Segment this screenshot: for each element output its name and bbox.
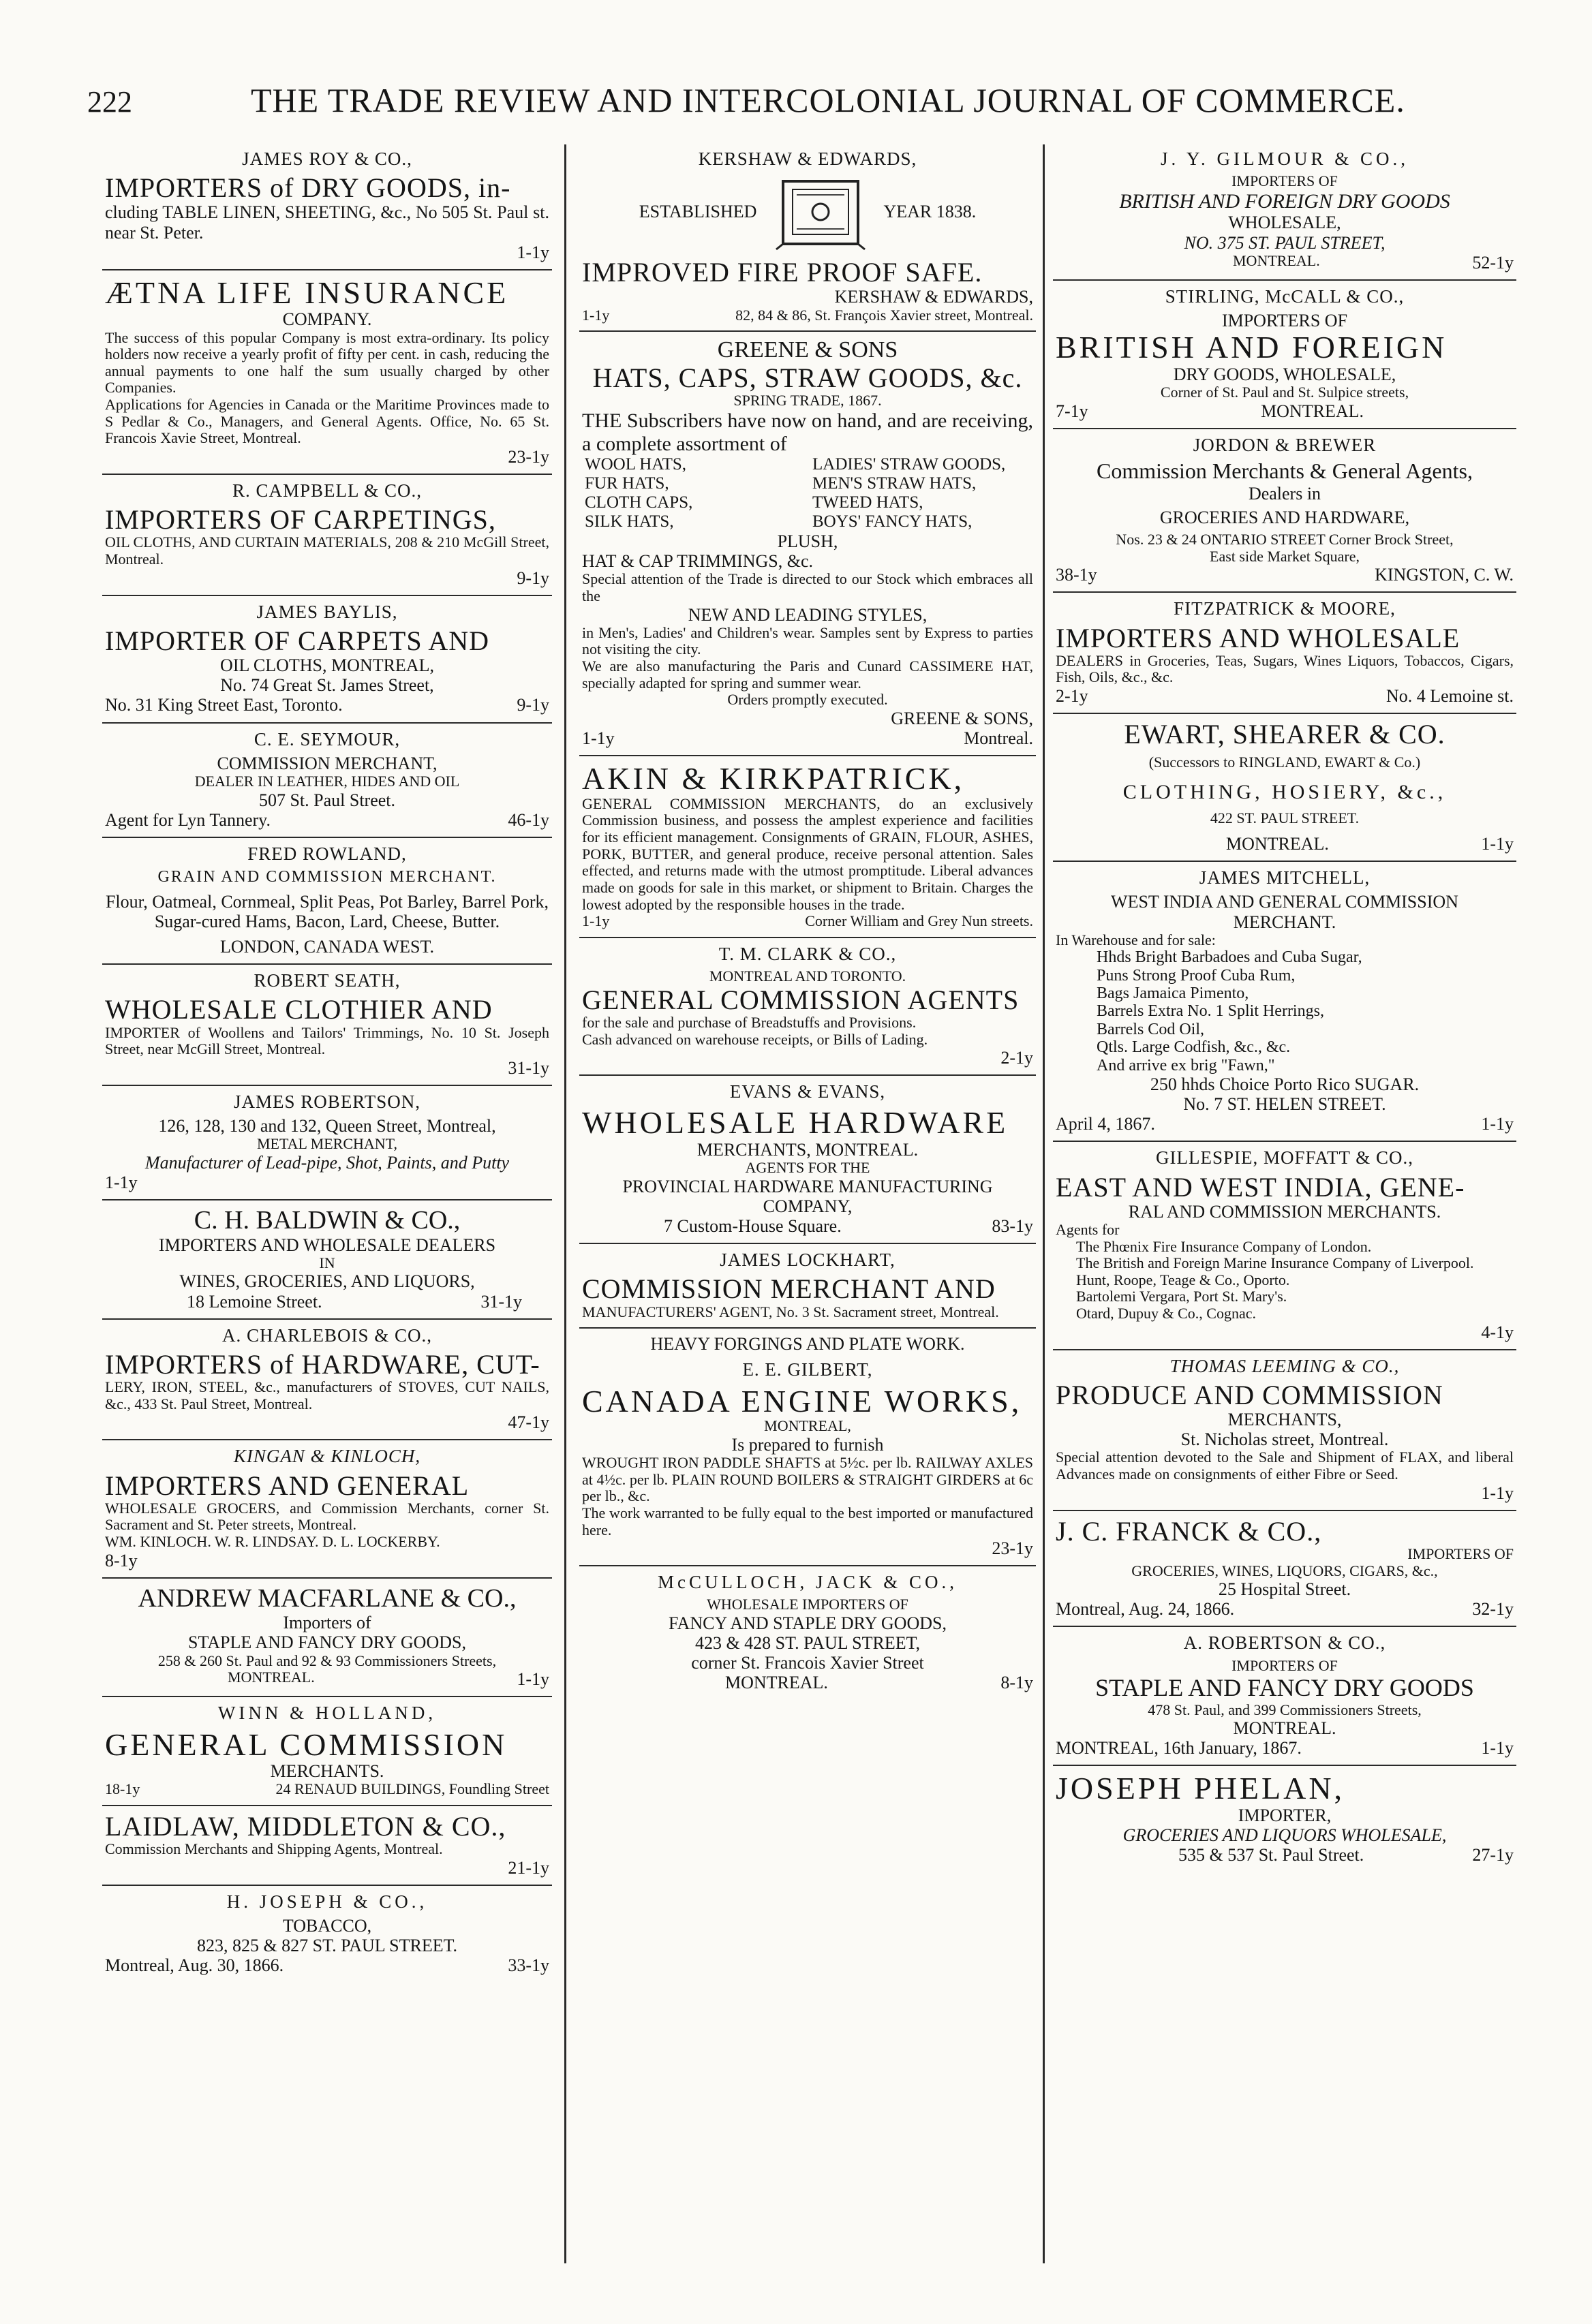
list-item: Barrels Extra No. 1 Split Herrings, bbox=[1097, 1002, 1324, 1021]
ad-line: MONTREAL. bbox=[1233, 251, 1320, 269]
ad-line: NO. 375 ST. PAUL STREET, bbox=[1184, 232, 1386, 253]
ad-line: DEALER IN LEATHER, HIDES AND OIL bbox=[194, 772, 460, 790]
ad-code: 18-1y bbox=[105, 1780, 140, 1798]
ad-james-roy bbox=[102, 143, 552, 270]
ad-line: 7 Custom-House Square. bbox=[664, 1216, 842, 1237]
ad-headline: AKIN & KIRKPATRICK, bbox=[582, 761, 965, 796]
ad-headline: EAST AND WEST INDIA, GENE- bbox=[1056, 1171, 1465, 1203]
ad-line: IMPORTERS OF bbox=[1407, 1545, 1514, 1562]
ad-body: OIL CLOTHS, AND CURTAIN MATERIALS, 208 & 210 McGill Street, Montreal. bbox=[105, 533, 549, 568]
ad-line: 422 ST. PAUL STREET. bbox=[1210, 809, 1360, 827]
warehouse-list bbox=[1056, 948, 1514, 1074]
advertiser-name: E. E. GILBERT, bbox=[742, 1359, 873, 1380]
page-number: 222 bbox=[87, 85, 132, 119]
ad-line: MONTREAL, 16th January, 1867. bbox=[1056, 1738, 1302, 1759]
column-middle bbox=[579, 143, 1036, 2269]
ad-gilbert bbox=[579, 1329, 1036, 1566]
ad-headline: WHOLESALE HARDWARE bbox=[582, 1105, 1009, 1141]
ad-line: MONTREAL AND TORONTO. bbox=[709, 967, 906, 985]
ad-fitzpatrick bbox=[1053, 593, 1516, 714]
goods-item: TWEED HATS, bbox=[812, 493, 923, 512]
ad-line: Corner William and Grey Nun streets. bbox=[805, 912, 1033, 930]
ad-line: 82, 84 & 86, St. François Xavier street, Montreal. bbox=[735, 306, 1033, 324]
ad-headline: GRAIN AND COMMISSION MERCHANT. bbox=[157, 867, 497, 886]
ad-line: MONTREAL. bbox=[725, 1673, 828, 1693]
ad-seath bbox=[102, 965, 552, 1086]
ad-line: MONTREAL. bbox=[1226, 834, 1329, 854]
ad-line: COMPANY, bbox=[763, 1196, 853, 1216]
ad-headline: EWART, SHEARER & CO. bbox=[1124, 719, 1445, 750]
ad-line: Montreal, Aug. 24, 1866. bbox=[1056, 1599, 1235, 1620]
advertiser-name: JAMES BAYLIS, bbox=[256, 601, 398, 622]
list-item: Bags Jamaica Pimento, bbox=[1097, 985, 1249, 1003]
advertiser-name: ROBERT SEATH, bbox=[254, 970, 401, 991]
ad-body: WHOLESALE GROCERS, and Commission Merchants, corner St. Sacrament and St. Peter streets, Montreal. bbox=[105, 1499, 549, 1534]
page-header bbox=[87, 80, 1505, 128]
ad-code: 27-1y bbox=[1472, 1845, 1514, 1865]
ad-line: YEAR 1838. bbox=[883, 202, 977, 222]
ad-clark bbox=[579, 938, 1036, 1076]
ad-code: 1-1y bbox=[1481, 834, 1514, 854]
ad-headline: IMPROVED FIRE PROOF SAFE. bbox=[582, 257, 983, 288]
goods-item: MEN'S STRAW HATS, bbox=[812, 474, 977, 493]
ad-stirling bbox=[1053, 281, 1516, 429]
ad-line: CLOTHING, HOSIERY, &c., bbox=[1122, 780, 1447, 803]
ad-code: 38-1y bbox=[1056, 565, 1097, 585]
ad-body: DEALERS in Groceries, Teas, Sugars, Wines Liquors, Tobaccos, Cigars, Fish, Oils, &c., &c. bbox=[1056, 651, 1514, 686]
advertiser-name: McCULLOCH, JACK & CO., bbox=[657, 1572, 958, 1593]
ad-campbell bbox=[102, 475, 552, 596]
ad-line: PROVINCIAL HARDWARE MANUFACTURING bbox=[622, 1176, 993, 1196]
list-item: Puns Strong Proof Cuba Rum, bbox=[1097, 966, 1296, 985]
ad-body: The success of this popular Company is most extra-ordinary. Its policy holders now receive a yearly profit of fifty per cent. in cash, reducing the annual payments to one half the sum usually charged by other Companies. bbox=[105, 328, 549, 397]
ad-mitchell bbox=[1053, 862, 1516, 1142]
ad-headline: IMPORTERS AND GENERAL bbox=[105, 1470, 470, 1501]
ad-line: GROCERIES AND LIQUORS WHOLESALE, bbox=[1122, 1825, 1447, 1846]
ad-line: FANCY AND STAPLE DRY GOODS, bbox=[669, 1613, 947, 1634]
ad-code: 8-1y bbox=[105, 1550, 138, 1570]
ad-line: Manufacturer of Lead-pipe, Shot, Paints, and Putty bbox=[144, 1152, 510, 1173]
list-item: Bartolemi Vergara, Port St. Mary's. bbox=[1076, 1288, 1287, 1305]
ad-line: GREENE & SONS, bbox=[891, 708, 1033, 728]
ad-headline: IMPORTERS of HARDWARE, CUT- bbox=[105, 1348, 540, 1380]
advertiser-name: EVANS & EVANS, bbox=[729, 1081, 886, 1102]
ad-code: 1-1y bbox=[582, 306, 610, 324]
advertiser-name: JAMES ROY & CO., bbox=[242, 149, 412, 169]
ad-rowland bbox=[102, 838, 552, 965]
ad-line: GROCERIES AND HARDWARE, bbox=[1159, 507, 1410, 527]
ad-headline: GENERAL COMMISSION bbox=[105, 1726, 508, 1762]
advertiser-name: KERSHAW & EDWARDS, bbox=[698, 149, 917, 169]
ad-code: 9-1y bbox=[517, 695, 549, 715]
ad-line: MONTREAL. bbox=[1233, 1718, 1336, 1739]
advertiser-name: WINN & HOLLAND, bbox=[217, 1703, 437, 1724]
ad-code: 21-1y bbox=[508, 1857, 549, 1878]
ad-line: Dealers in bbox=[1248, 483, 1321, 503]
ad-line: AGENTS FOR THE bbox=[745, 1159, 870, 1177]
ad-franck bbox=[1053, 1511, 1516, 1628]
ad-mcculloch bbox=[579, 1566, 1036, 1699]
ad-line: LONDON, CANADA WEST. bbox=[220, 937, 434, 957]
ad-line: April 4, 1867. bbox=[1056, 1114, 1155, 1134]
hat-goods-list bbox=[582, 455, 1033, 531]
ad-akin bbox=[579, 756, 1036, 938]
goods-item: FUR HATS, bbox=[585, 474, 669, 493]
advertiser-name: J. Y. GILMOUR & CO., bbox=[1160, 149, 1409, 169]
ad-line: 18 Lemoine Street. bbox=[187, 1291, 322, 1312]
ad-body: Special attention of the Trade is directed to our Stock which embraces all the bbox=[582, 570, 1033, 605]
ad-headline: GENERAL COMMISSION AGENTS bbox=[582, 984, 1020, 1015]
list-item: Otard, Dupuy & Co., Cognac. bbox=[1076, 1305, 1256, 1322]
ad-line: MERCHANTS, MONTREAL. bbox=[696, 1140, 919, 1160]
ad-body: in Men's, Ladies' and Children's wear. Samples sent by Express to parties not visiting the city. bbox=[582, 623, 1033, 658]
ad-aetna bbox=[102, 270, 552, 475]
ad-code: 31-1y bbox=[480, 1291, 522, 1312]
ad-headline: PRODUCE AND COMMISSION bbox=[1056, 1379, 1443, 1410]
ad-line: MERCHANT. bbox=[1233, 912, 1336, 932]
ad-body: GENERAL COMMISSION MERCHANTS, do an exclusively Commission business, and possess the amplest experience and facilities for its efficient management. Consignments of GRAIN, FLOUR, ASHES, PORK, BUTTER, and general produce, receive personal attention. Sales effected, and returns made with the utmost promptitude. Liberal advances made on goods for sale in this market, or shipment to Britain. Charges the lowest adopted by the responsible houses in the trade. bbox=[582, 794, 1033, 913]
ad-code: 4-1y bbox=[1481, 1322, 1514, 1342]
ad-line: IMPORTER, bbox=[1238, 1806, 1332, 1826]
ad-evans bbox=[579, 1076, 1036, 1244]
ad-body: cluding TABLE LINEN, SHEETING, &c., No 505 St. Paul st. near St. Peter. bbox=[105, 202, 549, 243]
ad-body: Applications for Agencies in Canada or the Maritime Provinces made to S Pedlar & Co., Managers, and General Agents. Office, No. 65 St. Francois Xavie Street, Montreal. bbox=[105, 396, 549, 447]
ad-line: In Warehouse and for sale: bbox=[1056, 931, 1216, 948]
ad-body: THE Subscribers have now on hand, and are receiving, a complete assortment of bbox=[582, 409, 1033, 455]
ad-winn-holland bbox=[102, 1697, 552, 1806]
list-item: Qtls. Large Codfish, &c., &c. bbox=[1097, 1038, 1291, 1057]
ad-line: IMPORTERS AND WHOLESALE DEALERS bbox=[158, 1235, 496, 1255]
advertiser-name: FITZPATRICK & MOORE, bbox=[1174, 598, 1396, 619]
advertiser-name: A. CHARLEBOIS & CO., bbox=[221, 1324, 433, 1346]
goods-item: PLUSH, bbox=[777, 531, 838, 552]
ad-line: Montreal. bbox=[964, 728, 1033, 749]
ad-greene bbox=[579, 332, 1036, 756]
ad-line: 535 & 537 St. Paul Street. bbox=[1178, 1845, 1364, 1865]
ad-line: (Successors to RINGLAND, EWART & Co.) bbox=[1148, 754, 1421, 771]
ad-line: WINES, GROCERIES, AND LIQUORS, bbox=[179, 1271, 475, 1292]
ad-code: 1-1y bbox=[582, 728, 615, 749]
advertiser-name: JAMES LOCKHART, bbox=[720, 1250, 895, 1271]
goods-item: LADIES' STRAW GOODS, bbox=[812, 455, 1006, 474]
ad-line: 126, 128, 130 and 132, Queen Street, Montreal, bbox=[158, 1116, 496, 1136]
ad-line: WHOLESALE IMPORTERS OF bbox=[707, 1596, 908, 1613]
ad-code: 23-1y bbox=[992, 1538, 1033, 1559]
ad-code: 83-1y bbox=[992, 1216, 1033, 1237]
advertiser-name: ANDREW MACFARLANE & CO., bbox=[138, 1583, 517, 1613]
list-item: Hunt, Roope, Teage & Co., Oporto. bbox=[1076, 1271, 1290, 1288]
ad-line: MERCHANTS. bbox=[270, 1761, 384, 1782]
ad-headline: Commission Merchants & General Agents, bbox=[1097, 458, 1473, 483]
ad-line: WHOLESALE, bbox=[1228, 213, 1341, 233]
ad-line: MONTREAL, bbox=[764, 1417, 851, 1435]
ad-line: Montreal, Aug. 30, 1866. bbox=[105, 1955, 284, 1976]
ad-code: 2-1y bbox=[1056, 685, 1088, 706]
ad-line: Agents for bbox=[1056, 1220, 1120, 1238]
ad-code: 1-1y bbox=[1481, 1114, 1514, 1134]
column-left bbox=[102, 143, 552, 2269]
journal-title: THE TRADE REVIEW AND INTERCOLONIAL JOURNAL OF COMMERCE. bbox=[251, 81, 1405, 119]
advertiser-name: KINGAN & KINLOCH, bbox=[233, 1446, 421, 1467]
list-item: Hhds Bright Barbadoes and Cuba Sugar, bbox=[1097, 948, 1362, 967]
ad-line: BRITISH AND FOREIGN DRY GOODS bbox=[1119, 189, 1450, 213]
ad-jordon bbox=[1053, 429, 1516, 593]
ad-line: DRY GOODS, WHOLESALE, bbox=[1173, 364, 1396, 384]
ad-headline: ÆTNA LIFE INSURANCE bbox=[105, 275, 509, 310]
ad-body: for the sale and purchase of Breadstuffs and Provisions. bbox=[582, 1013, 917, 1031]
ad-line: 478 St. Paul, and 399 Commissioners Streets, bbox=[1148, 1701, 1422, 1718]
agencies-list bbox=[1056, 1239, 1514, 1322]
ad-line: IMPORTERS OF bbox=[1231, 172, 1338, 190]
advertiser-name: JAMES ROBERTSON, bbox=[234, 1091, 420, 1112]
ad-code: 32-1y bbox=[1472, 1599, 1514, 1620]
ad-code: 1-1y bbox=[582, 912, 610, 930]
ad-macfarlane bbox=[102, 1579, 552, 1698]
ad-headline: WHOLESALE CLOTHIER AND bbox=[105, 994, 493, 1025]
list-item: The Phœnix Fire Insurance Company of London. bbox=[1076, 1237, 1372, 1255]
list-item: The British and Foreign Marine Insurance Company of Liverpool. bbox=[1076, 1254, 1474, 1272]
advertiser-name: R. CAMPBELL & CO., bbox=[232, 480, 423, 501]
ad-line: IMPORTERS OF bbox=[1221, 311, 1348, 331]
ad-line: Nos. 23 & 24 ONTARIO STREET Corner Brock Street, bbox=[1116, 530, 1454, 548]
column-right bbox=[1053, 143, 1516, 2269]
goods-item: WOOL HATS, bbox=[585, 455, 687, 474]
ad-line: TOBACCO, bbox=[282, 1916, 372, 1936]
advertiser-name: H. JOSEPH & CO., bbox=[226, 1891, 428, 1912]
ad-code: 33-1y bbox=[508, 1955, 549, 1976]
ad-line: No. 31 King Street East, Toronto. bbox=[105, 695, 343, 715]
ad-line: 258 & 260 St. Paul and 92 & 93 Commissioners Streets, bbox=[157, 1652, 497, 1669]
ad-code: 7-1y bbox=[1056, 401, 1088, 421]
ad-subtitle: COMPANY. bbox=[282, 309, 372, 330]
advertiser-name: THOMAS LEEMING & CO., bbox=[1169, 1355, 1400, 1376]
ad-headline: WEST INDIA AND GENERAL COMMISSION bbox=[1111, 892, 1458, 912]
column-rule bbox=[564, 144, 566, 2263]
ad-body: LERY, IRON, STEEL, &c., manufacturers of STOVES, CUT NAILS, &c., 433 St. Paul Street, Montreal. bbox=[105, 1378, 549, 1412]
ad-line: Is prepared to furnish bbox=[731, 1434, 884, 1455]
ad-code: 1-1y bbox=[1481, 1738, 1514, 1759]
safe-illustration bbox=[769, 176, 872, 251]
ad-code: 1-1y bbox=[1481, 1483, 1514, 1503]
advertiser-name: A. ROBERTSON & CO., bbox=[1183, 1632, 1386, 1654]
ad-line: MONTREAL. bbox=[228, 1669, 315, 1686]
ad-line: 25 Hospital Street. bbox=[1218, 1579, 1351, 1600]
ad-body: Special attention devoted to the Sale and Shipment of FLAX, and liberal Advances made on consignments of either Fibre or Seed. bbox=[1056, 1448, 1514, 1483]
list-item: Barrels Cod Oil, bbox=[1097, 1020, 1204, 1038]
ad-seymour bbox=[102, 724, 552, 838]
ad-headline: IMPORTERS of DRY GOODS, in- bbox=[105, 172, 511, 204]
ad-james-robertson bbox=[102, 1086, 552, 1200]
ad-line: ESTABLISHED bbox=[639, 202, 757, 222]
goods-item: CLOTH CAPS, bbox=[585, 493, 693, 512]
ad-line: 250 hhds Choice Porto Rico SUGAR. bbox=[1150, 1074, 1420, 1095]
ad-phelan bbox=[1053, 1766, 1516, 1872]
ad-laidlaw bbox=[102, 1806, 552, 1886]
ad-body: Commission Merchants and Shipping Agents, Montreal. bbox=[105, 1840, 443, 1858]
ad-body: MANUFACTURERS' AGENT, No. 3 St. Sacrament street, Montreal. bbox=[582, 1303, 999, 1320]
advertiser-name: C. H. BALDWIN & CO., bbox=[194, 1206, 461, 1235]
ad-headline: IMPORTER OF CARPETS AND bbox=[105, 625, 490, 657]
ad-body: The work warranted to be fully equal to the best imported or manufactured here. bbox=[582, 1504, 1033, 1538]
ad-body: WROUGHT IRON PADDLE SHAFTS at 5½c. per lb. RAILWAY AXLES at 4½c. per lb. PLAIN ROUND BOILERS & STRAIGHT GIRDERS at 6c per lb., &c. bbox=[582, 1454, 1033, 1505]
advertiser-name: STIRLING, McCALL & CO., bbox=[1165, 285, 1405, 307]
ad-charlebois bbox=[102, 1320, 552, 1441]
goods-item: SILK HATS, bbox=[585, 512, 674, 531]
ad-line: STAPLE AND FANCY DRY GOODS, bbox=[188, 1632, 466, 1653]
ad-body: Cash advanced on warehouse receipts, or Bills of Lading. bbox=[582, 1030, 928, 1048]
ad-line: OIL CLOTHS, MONTREAL, bbox=[220, 655, 434, 676]
goods-item: BOYS' FANCY HATS, bbox=[812, 512, 973, 531]
ad-body: IMPORTER of Woollens and Tailors' Trimmings, No. 10 St. Joseph Street, near McGill Street, Montreal. bbox=[105, 1023, 549, 1058]
ad-h-joseph bbox=[102, 1886, 552, 1983]
ad-line: RAL AND COMMISSION MERCHANTS. bbox=[1128, 1201, 1441, 1222]
ad-line: SPRING TRADE, 1867. bbox=[733, 392, 882, 409]
ad-line: NEW AND LEADING STYLES, bbox=[688, 604, 928, 625]
ad-line: No. 4 Lemoine st. bbox=[1386, 685, 1514, 706]
ad-line: GROCERIES, WINES, LIQUORS, CIGARS, &c., bbox=[1131, 1562, 1438, 1579]
ad-code: 9-1y bbox=[517, 568, 549, 588]
ad-line: METAL MERCHANT, bbox=[256, 1135, 397, 1153]
ad-line: KINGSTON, C. W. bbox=[1375, 565, 1514, 585]
ad-body: Flour, Oatmeal, Cornmeal, Split Peas, Pot Barley, Barrel Pork, Sugar-cured Hams, Bacon, Lard, Cheese, Butter. bbox=[105, 891, 549, 931]
ad-line: St. Nicholas street, Montreal. bbox=[1180, 1429, 1389, 1450]
ad-line: 823, 825 & 827 ST. PAUL STREET. bbox=[196, 1936, 458, 1956]
ad-code: 46-1y bbox=[508, 809, 549, 830]
ad-line: IMPORTERS OF bbox=[1231, 1656, 1338, 1674]
ad-code: 2-1y bbox=[1000, 1048, 1033, 1068]
list-item: And arrive ex brig "Fawn," bbox=[1097, 1056, 1275, 1074]
ad-line: WM. KINLOCH. W. R. LINDSAY. D. L. LOCKERBY. bbox=[105, 1533, 440, 1551]
ad-line: 423 & 428 ST. PAUL STREET, bbox=[694, 1633, 921, 1654]
ad-body: We are also manufacturing the Paris and Cunard CASSIMERE HAT, specially adapted for spring and summer wear. bbox=[582, 657, 1033, 692]
ad-code: 1-1y bbox=[105, 1173, 138, 1193]
ad-headline: HATS, CAPS, STRAW GOODS, &c. bbox=[592, 362, 1023, 394]
advertiser-name: C. E. SEYMOUR, bbox=[254, 728, 401, 749]
advertiser-name: T. M. CLARK & CO., bbox=[718, 943, 897, 964]
ad-headline: J. C. FRANCK & CO., bbox=[1056, 1515, 1322, 1547]
ad-code: 1-1y bbox=[517, 1669, 549, 1690]
ad-gilmour bbox=[1053, 143, 1516, 281]
ad-line: East side Market Square, bbox=[1210, 547, 1360, 565]
ad-line: 24 RENAUD BUILDINGS, Foundling Street bbox=[275, 1780, 549, 1798]
ad-code: 8-1y bbox=[1000, 1673, 1033, 1693]
ad-leeming bbox=[1053, 1350, 1516, 1511]
ad-kingan bbox=[102, 1440, 552, 1578]
ad-line: No. 7 ST. HELEN STREET. bbox=[1183, 1094, 1386, 1115]
ad-line: Importers of bbox=[283, 1613, 371, 1633]
ad-lockhart bbox=[579, 1244, 1036, 1329]
ad-line: MERCHANTS, bbox=[1227, 1410, 1342, 1430]
ad-headline: COMMISSION MERCHANT AND bbox=[582, 1273, 996, 1305]
ad-code: 47-1y bbox=[508, 1412, 549, 1433]
ad-line: IN bbox=[319, 1254, 335, 1271]
ad-gillespie bbox=[1053, 1142, 1516, 1350]
ad-ewart bbox=[1053, 714, 1516, 862]
advertiser-name: FRED ROWLAND, bbox=[247, 843, 407, 864]
ad-headline: STAPLE AND FANCY DRY GOODS bbox=[1095, 1674, 1474, 1702]
advertiser-name: JORDON & BREWER bbox=[1193, 434, 1377, 455]
ad-code: 52-1y bbox=[1472, 252, 1514, 273]
ad-headline: LAIDLAW, MIDDLETON & CO., bbox=[105, 1810, 506, 1842]
ad-baldwin bbox=[102, 1200, 552, 1320]
advertiser-name: JAMES MITCHELL, bbox=[1199, 867, 1371, 888]
ad-body: Orders promptly executed. bbox=[727, 691, 888, 709]
ad-headline: JOSEPH PHELAN, bbox=[1056, 1771, 1345, 1806]
ad-code: 1-1y bbox=[517, 242, 549, 262]
ad-baylis bbox=[102, 596, 552, 724]
ad-line: MONTREAL. bbox=[1261, 401, 1364, 421]
ad-headline: IMPORTERS OF CARPETINGS, bbox=[105, 504, 496, 536]
ad-line: Agent for Lyn Tannery. bbox=[105, 809, 271, 830]
ad-a-robertson bbox=[1053, 1627, 1516, 1766]
advertiser-name: GREENE & SONS bbox=[717, 337, 898, 363]
ad-line: corner St. Francois Xavier Street bbox=[691, 1653, 924, 1673]
ad-headline: BRITISH AND FOREIGN bbox=[1056, 330, 1448, 365]
ad-line: HEAVY FORGINGS AND PLATE WORK. bbox=[650, 1334, 965, 1354]
ad-kershaw bbox=[579, 143, 1036, 332]
ad-headline: CANADA ENGINE WORKS, bbox=[582, 1383, 1022, 1419]
ad-line: Corner of St. Paul and St. Sulpice streets, bbox=[1160, 383, 1409, 401]
ad-code: 31-1y bbox=[508, 1057, 549, 1078]
column-rule bbox=[1043, 144, 1045, 2263]
advertiser-name: GILLESPIE, MOFFATT & CO., bbox=[1155, 1147, 1414, 1168]
ad-headline: IMPORTERS AND WHOLESALE bbox=[1056, 622, 1460, 653]
ad-line: KERSHAW & EDWARDS, bbox=[834, 287, 1033, 307]
ad-line: COMMISSION MERCHANT, bbox=[217, 753, 438, 773]
ad-code: 23-1y bbox=[508, 446, 549, 467]
goods-item: HAT & CAP TRIMMINGS, &c. bbox=[582, 551, 814, 572]
ad-line: 507 St. Paul Street. bbox=[258, 790, 396, 810]
ad-line: No. 74 Great St. James Street, bbox=[220, 675, 434, 696]
